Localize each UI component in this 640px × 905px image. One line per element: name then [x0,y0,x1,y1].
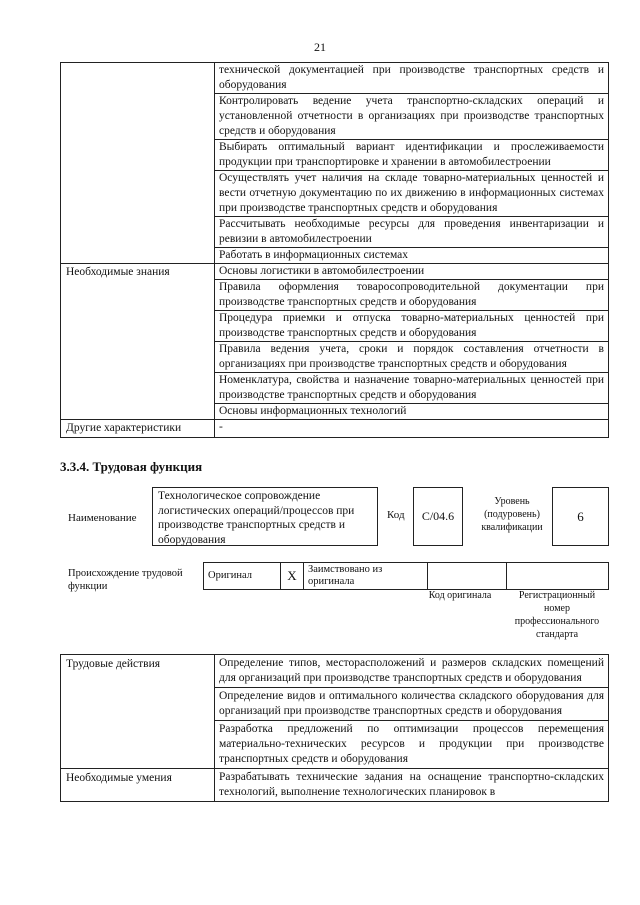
function-name: Технологическое сопровождение логистических операций/процессов при производстве транспортных средств и оборудования [152,487,378,546]
table-cell: Разработка предложений по оптимизации процессов перемещения материально-технических ресурсов и продукции при производстве транспортных средств и оборудования [215,721,609,769]
original-mark: X [281,563,304,590]
table-cell: Правила оформления товаросопроводительной документации при производстве транспортных средств и оборудования [215,280,609,311]
table-cell: Процедура приемки и отпуска товарно-материальных ценностей при производстве транспортных средств и оборудования [215,311,609,342]
borrowed-cell: Заимствовано из оригинала [304,563,428,590]
table-cell: Работать в информационных системах [215,248,609,264]
row-label-knowledge: Необходимые знания [61,264,215,420]
table-cell: технической документацией при производстве транспортных средств и оборудования [215,63,609,94]
row-label-actions: Трудовые действия [61,655,215,769]
table-cell: Контролировать ведение учета транспортно-складских операций и установленной отчетности в организациях при производстве транспортных средств и оборудования [215,94,609,140]
level-label: Уровень (подуровень) квалификации [481,496,543,533]
table-cell: Разрабатывать технические задания на оснащение транспортно-складских технологий, выполнение технологических планировок в [215,769,609,802]
table-cell: Рассчитывать необходимые ресурсы для проведения инвентаризации и ревизии в автомобилестроении [215,217,609,248]
reg-number-caption: Регистрационный номер профессионального стандарта [514,590,600,640]
page-number: 21 [314,40,326,54]
row-label-other: Другие характеристики [61,420,215,438]
name-label: Наименование [68,512,137,524]
qualification-level: 6 [552,487,609,546]
table-cell: Выбирать оптимальный вариант идентификации и прослеживаемости продукции при транспортировке и хранении в автомобилестроении [215,140,609,171]
table-cell: - [215,420,609,438]
code-label: Код [387,509,405,521]
original-code-caption: Код оригинала [428,590,492,601]
table-cell: Основы логистики в автомобилестроении [215,264,609,280]
row-label-skills: Необходимые умения [61,769,215,802]
work-actions-table [60,654,609,802]
table-cell: Определение типов, месторасположений и размеров складских помещений для организаций при производстве транспортных средств и оборудования [215,655,609,688]
section-heading: 3.3.4. Трудовая функция [60,459,203,474]
table-cell: Основы информационных технологий [215,404,609,420]
table-cell: Номенклатура, свойства и назначение товарно-материальных ценностей при производстве транспортных средств и оборудования [215,373,609,404]
origin-label: Происхождение трудовой функции [68,568,183,592]
table-cell: Определение видов и оптимального количества складского оборудования для организаций при производстве транспортных средств и оборудования [215,688,609,721]
function-code: C/04.6 [413,487,463,546]
table-cell: Осуществлять учет наличия на складе товарно-материальных ценностей и вести отчетную документацию по их движению в информационных системах при производстве транспортных средств и оборудования [215,171,609,217]
table-cell: Правила ведения учета, сроки и порядок составления отчетности в организациях при производстве транспортных средств и оборудования [215,342,609,373]
original-cell: Оригинал [204,563,281,590]
